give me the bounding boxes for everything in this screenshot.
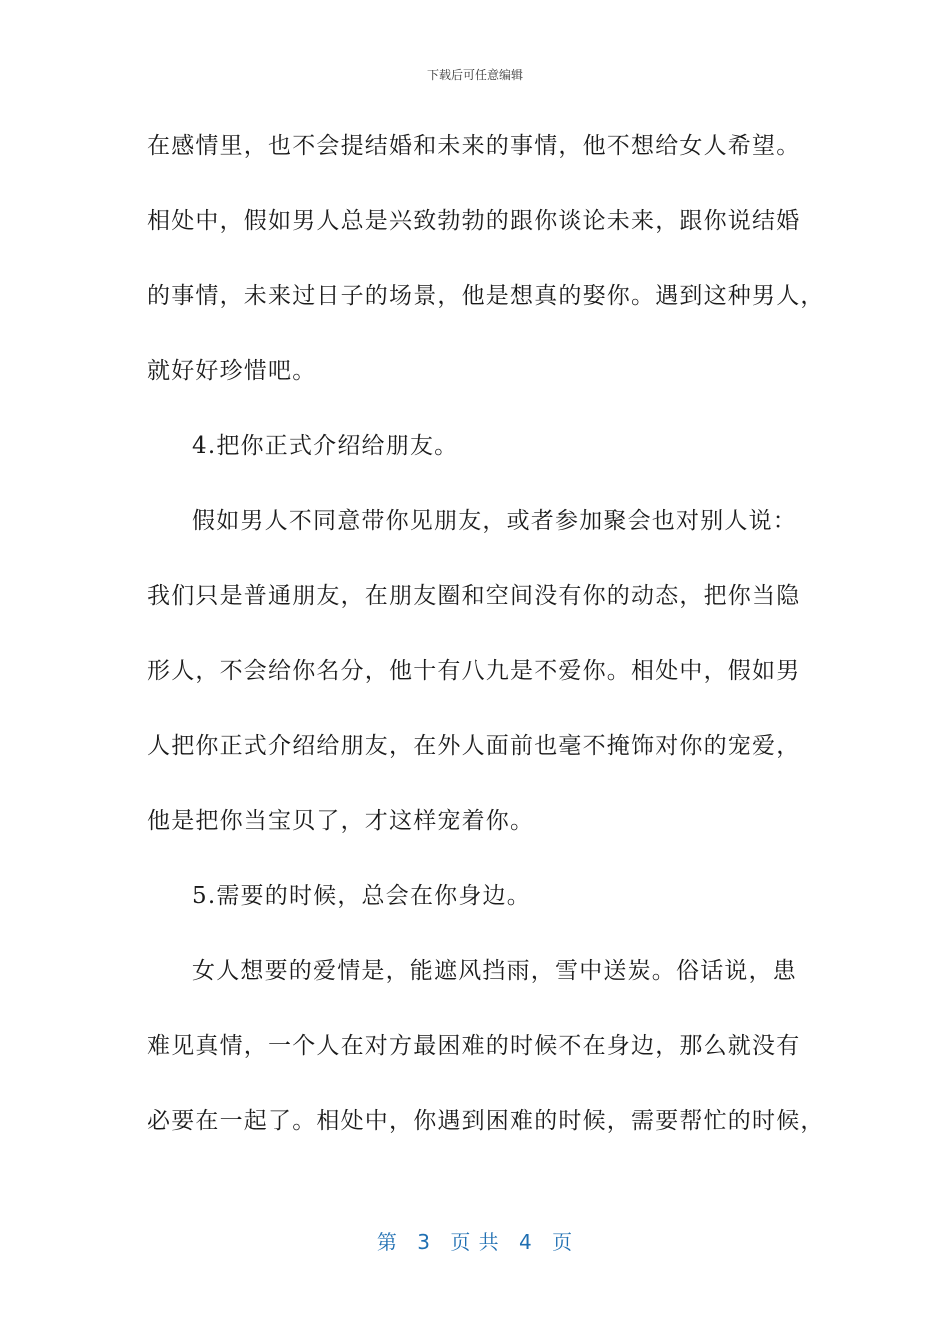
section-heading: 5.需要的时候，总会在你身边。 xyxy=(192,883,531,909)
text-line: 女人想要的爱情是，能遮风挡雨，雪中送炭。俗话说，患 xyxy=(192,958,797,984)
page-label-prefix: 第 xyxy=(376,1230,398,1254)
text-line: 他是把你当宝贝了，才这样宠着你。 xyxy=(147,808,535,834)
text-line: 的事情，未来过日子的场景，他是想真的娶你。遇到这种男人， xyxy=(147,283,825,309)
text-line: 人把你正式介绍给朋友，在外人面前也毫不掩饰对你的宠爱， xyxy=(147,733,801,759)
text-line: 难见真情，一个人在对方最困难的时候不在身边，那么就没有 xyxy=(147,1033,801,1059)
header-note: 下载后可任意编辑 xyxy=(426,68,523,82)
text-line: 形人，不会给你名分，他十有八九是不爱你。相处中，假如男 xyxy=(147,658,801,684)
text-line: 就好好珍惜吧。 xyxy=(147,358,317,384)
total-pages-number: 4 xyxy=(519,1230,533,1254)
page-label-suffix: 页 xyxy=(552,1230,574,1254)
text-line: 我们只是普通朋友，在朋友圈和空间没有你的动态，把你当隐 xyxy=(147,583,801,609)
text-line: 假如男人不同意带你见朋友，或者参加聚会也对别人说： xyxy=(192,508,797,534)
text-line: 必要在一起了。相处中，你遇到困难的时候，需要帮忙的时候， xyxy=(147,1108,825,1134)
page-label-mid: 页 共 xyxy=(450,1230,500,1254)
text-line: 相处中，假如男人总是兴致勃勃的跟你谈论未来，跟你说结婚 xyxy=(147,208,801,234)
section-heading: 4.把你正式介绍给朋友。 xyxy=(192,433,459,459)
current-page-number: 3 xyxy=(417,1230,431,1254)
text-line: 在感情里，也不会提结婚和未来的事情，他不想给女人希望。 xyxy=(147,133,801,159)
page-footer xyxy=(0,1226,950,1255)
